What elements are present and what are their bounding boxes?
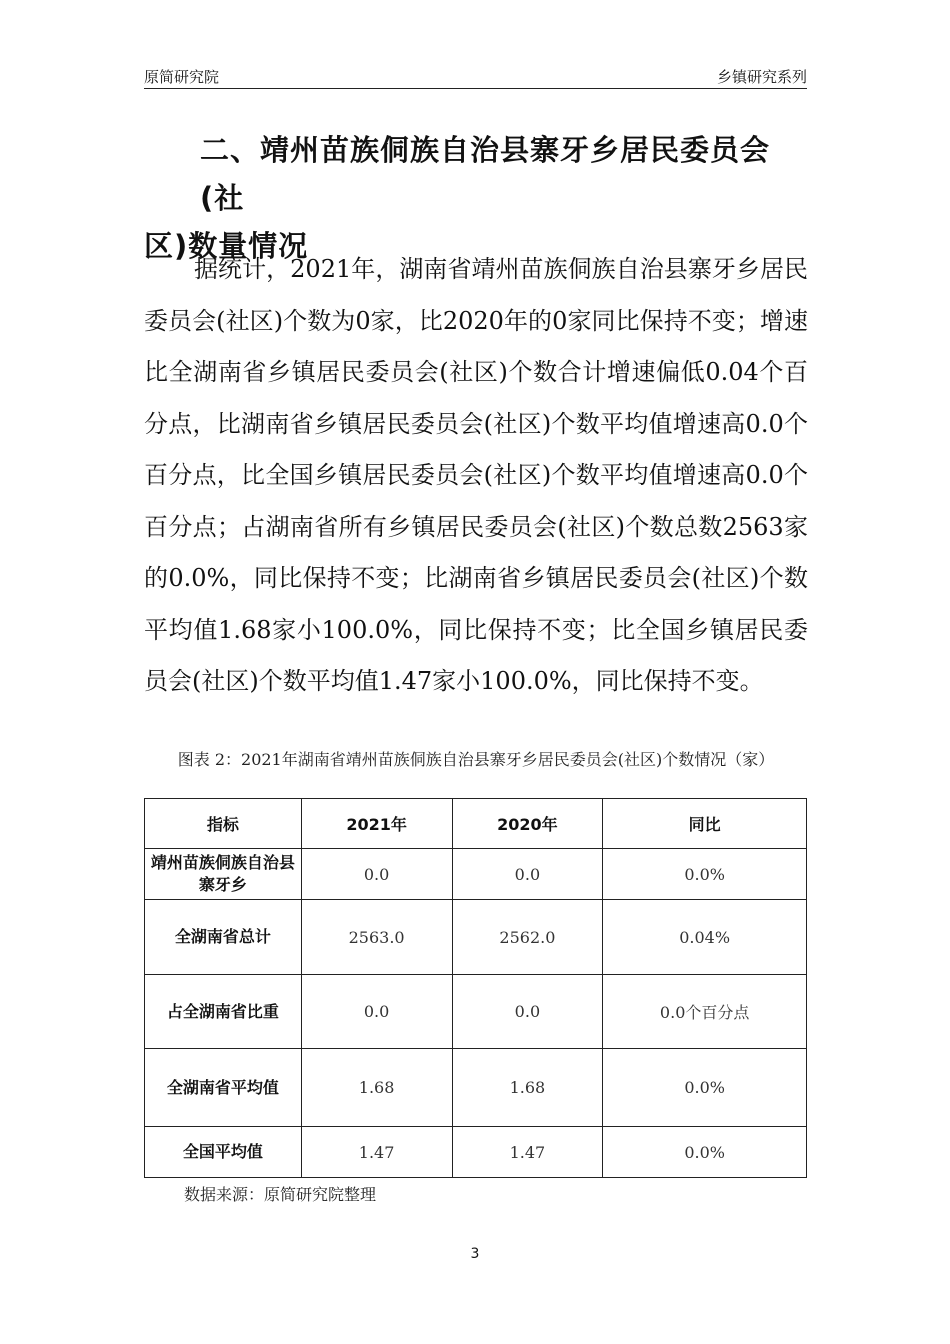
header-series-name: 乡镇研究系列	[716, 68, 807, 86]
page-header	[144, 62, 807, 89]
cell-value: 2562.0	[452, 900, 603, 975]
page-number: 3	[470, 1246, 480, 1262]
cell-value: 0.0%	[603, 1127, 807, 1178]
cell-value: 0.0	[301, 975, 452, 1049]
cell-value: 1.68	[301, 1049, 452, 1127]
cell-value: 1.47	[452, 1127, 603, 1178]
column-header: 2021年	[301, 799, 452, 849]
column-header: 同比	[603, 799, 807, 849]
cell-value: 2563.0	[301, 900, 452, 975]
row-label: 全湖南省总计	[145, 900, 302, 975]
header-org-name: 原简研究院	[144, 68, 220, 86]
table-row	[145, 975, 807, 1049]
section-title-line-1: 二、靖州苗族侗族自治县寨牙乡居民委员会(社	[200, 133, 771, 215]
table-row	[145, 900, 807, 975]
data-source-note: 数据来源：原简研究院整理	[184, 1185, 377, 1204]
section-title-line-2: 区)数量情况	[144, 229, 309, 263]
column-header: 指标	[145, 799, 302, 849]
cell-value: 1.68	[452, 1049, 603, 1127]
row-label: 占全湖南省比重	[145, 975, 302, 1049]
cell-value: 0.0个百分点	[603, 975, 807, 1049]
table-caption: 图表 2：2021年湖南省靖州苗族侗族自治县寨牙乡居民委员会(社区)个数情况（家）	[177, 750, 775, 769]
table-row	[145, 1127, 807, 1178]
column-header: 2020年	[452, 799, 603, 849]
table-row	[145, 1049, 807, 1127]
row-label: 靖州苗族侗族自治县寨牙乡	[145, 849, 302, 900]
cell-value: 0.04%	[603, 900, 807, 975]
data-table	[144, 798, 807, 1178]
table-header-row	[145, 799, 807, 849]
cell-value: 0.0	[452, 849, 603, 900]
body-paragraph: 据统计，2021年，湖南省靖州苗族侗族自治县寨牙乡居民委员会(社区)个数为0家，比2020年的0家同比保持不变；增速比全湖南省乡镇居民委员会(社区)个数合计增速偏低0.04个百分点，比湖南省乡镇居民委员会(社区)个数平均值增速高0.0个百分点，比全国乡镇居民委员会(社区)个数平均值增速高0.0个百分点；占湖南省所有乡镇居民委员会(社区)个数总数2563家的0.0%，同比保持不变；比湖南省乡镇居民委员会(社区)个数平均值1.68家小100.0%，同比保持不变；比全国乡镇居民委员会(社区)个数平均值1.47家小100.0%，同比保持不变。	[144, 255, 808, 695]
cell-value: 1.47	[301, 1127, 452, 1178]
cell-value: 0.0	[301, 849, 452, 900]
row-label: 全国平均值	[145, 1127, 302, 1178]
cell-value: 0.0	[452, 975, 603, 1049]
cell-value: 0.0%	[603, 849, 807, 900]
row-label: 全湖南省平均值	[145, 1049, 302, 1127]
table-row	[145, 849, 807, 900]
cell-value: 0.0%	[603, 1049, 807, 1127]
